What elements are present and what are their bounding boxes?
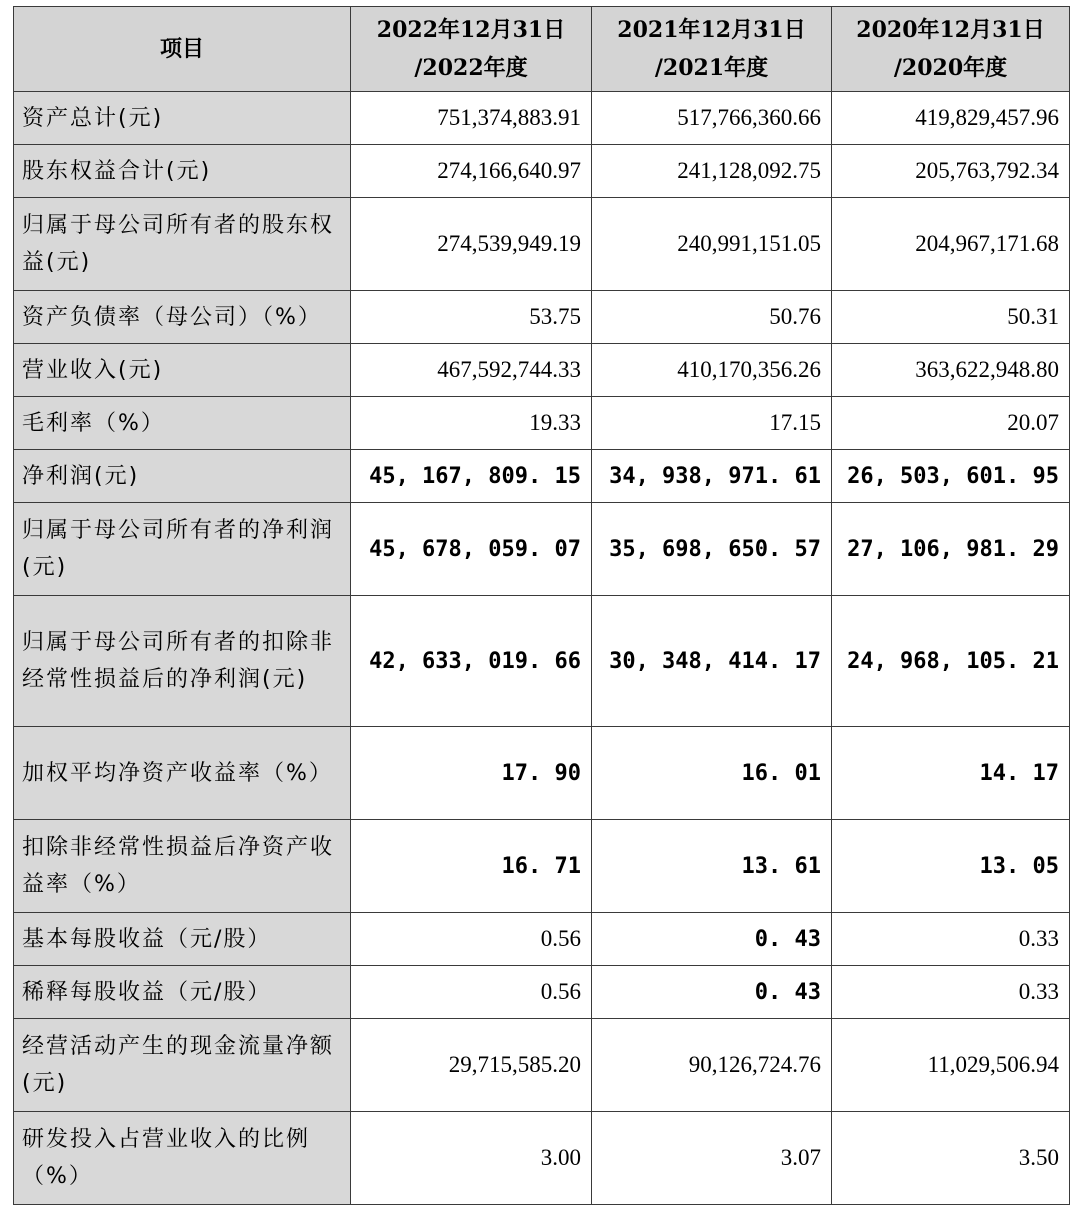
table-row <box>14 1112 1070 1205</box>
table-row <box>14 450 1070 503</box>
value-2022: 467,592,744.33 <box>351 344 592 397</box>
table-row <box>14 503 1070 596</box>
table-row <box>14 596 1070 727</box>
value-2020: 0.33 <box>832 966 1070 1019</box>
row-label: 稀释每股收益（元/股） <box>14 966 351 1019</box>
row-label: 股东权益合计(元) <box>14 145 351 198</box>
value-2022: 3.00 <box>351 1112 592 1205</box>
header-2022: 2022年12月31日 /2022年度 <box>351 7 592 92</box>
value-2022: 29,715,585.20 <box>351 1019 592 1112</box>
row-label: 基本每股收益（元/股） <box>14 913 351 966</box>
value-2020: 24, 968, 105. 21 <box>832 596 1070 727</box>
value-2021: 240,991,151.05 <box>592 198 832 291</box>
value-2022: 19.33 <box>351 397 592 450</box>
value-2021: 34, 938, 971. 61 <box>592 450 832 503</box>
value-2020: 0.33 <box>832 913 1070 966</box>
table-row <box>14 198 1070 291</box>
value-2021: 17.15 <box>592 397 832 450</box>
value-2020: 419,829,457.96 <box>832 92 1070 145</box>
value-2021: 35, 698, 650. 57 <box>592 503 832 596</box>
value-2022: 42, 633, 019. 66 <box>351 596 592 727</box>
row-label: 经营活动产生的现金流量净额(元) <box>14 1019 351 1112</box>
value-2020: 20.07 <box>832 397 1070 450</box>
row-label: 毛利率（%） <box>14 397 351 450</box>
value-2020: 14. 17 <box>832 727 1070 820</box>
financial-summary-table <box>13 6 1070 1205</box>
row-label: 归属于母公司所有者的扣除非经常性损益后的净利润(元) <box>14 596 351 727</box>
value-2022: 274,539,949.19 <box>351 198 592 291</box>
row-label: 资产负债率（母公司）（%） <box>14 291 351 344</box>
table-row <box>14 344 1070 397</box>
value-2020: 205,763,792.34 <box>832 145 1070 198</box>
table-row <box>14 966 1070 1019</box>
value-2020: 27, 106, 981. 29 <box>832 503 1070 596</box>
table-row <box>14 397 1070 450</box>
header-row <box>14 7 1070 92</box>
value-2020: 13. 05 <box>832 820 1070 913</box>
value-2020: 3.50 <box>832 1112 1070 1205</box>
value-2021: 13. 61 <box>592 820 832 913</box>
value-2021: 0. 43 <box>592 913 832 966</box>
value-2021: 90,126,724.76 <box>592 1019 832 1112</box>
value-2022: 0.56 <box>351 966 592 1019</box>
value-2021: 241,128,092.75 <box>592 145 832 198</box>
value-2020: 363,622,948.80 <box>832 344 1070 397</box>
value-2020: 11,029,506.94 <box>832 1019 1070 1112</box>
row-label: 资产总计(元) <box>14 92 351 145</box>
financial-table-container <box>13 6 1069 1205</box>
row-label: 营业收入(元) <box>14 344 351 397</box>
value-2022: 16. 71 <box>351 820 592 913</box>
table-row <box>14 291 1070 344</box>
value-2021: 50.76 <box>592 291 832 344</box>
value-2022: 17. 90 <box>351 727 592 820</box>
row-label: 归属于母公司所有者的股东权益(元) <box>14 198 351 291</box>
header-2021: 2021年12月31日 /2021年度 <box>592 7 832 92</box>
header-item: 项目 <box>14 7 351 92</box>
value-2020: 50.31 <box>832 291 1070 344</box>
table-row <box>14 913 1070 966</box>
value-2021: 410,170,356.26 <box>592 344 832 397</box>
table-row <box>14 820 1070 913</box>
row-label: 净利润(元) <box>14 450 351 503</box>
value-2021: 517,766,360.66 <box>592 92 832 145</box>
value-2022: 751,374,883.91 <box>351 92 592 145</box>
value-2022: 0.56 <box>351 913 592 966</box>
value-2021: 3.07 <box>592 1112 832 1205</box>
value-2022: 45, 167, 809. 15 <box>351 450 592 503</box>
table-row <box>14 92 1070 145</box>
table-row <box>14 727 1070 820</box>
row-label: 扣除非经常性损益后净资产收益率（%） <box>14 820 351 913</box>
value-2022: 53.75 <box>351 291 592 344</box>
row-label: 加权平均净资产收益率（%） <box>14 727 351 820</box>
table-row <box>14 1019 1070 1112</box>
value-2020: 204,967,171.68 <box>832 198 1070 291</box>
row-label: 归属于母公司所有者的净利润(元) <box>14 503 351 596</box>
value-2021: 16. 01 <box>592 727 832 820</box>
row-label: 研发投入占营业收入的比例（%） <box>14 1112 351 1205</box>
value-2021: 30, 348, 414. 17 <box>592 596 832 727</box>
value-2020: 26, 503, 601. 95 <box>832 450 1070 503</box>
value-2022: 45, 678, 059. 07 <box>351 503 592 596</box>
value-2022: 274,166,640.97 <box>351 145 592 198</box>
value-2021: 0. 43 <box>592 966 832 1019</box>
table-row <box>14 145 1070 198</box>
header-2020: 2020年12月31日 /2020年度 <box>832 7 1070 92</box>
